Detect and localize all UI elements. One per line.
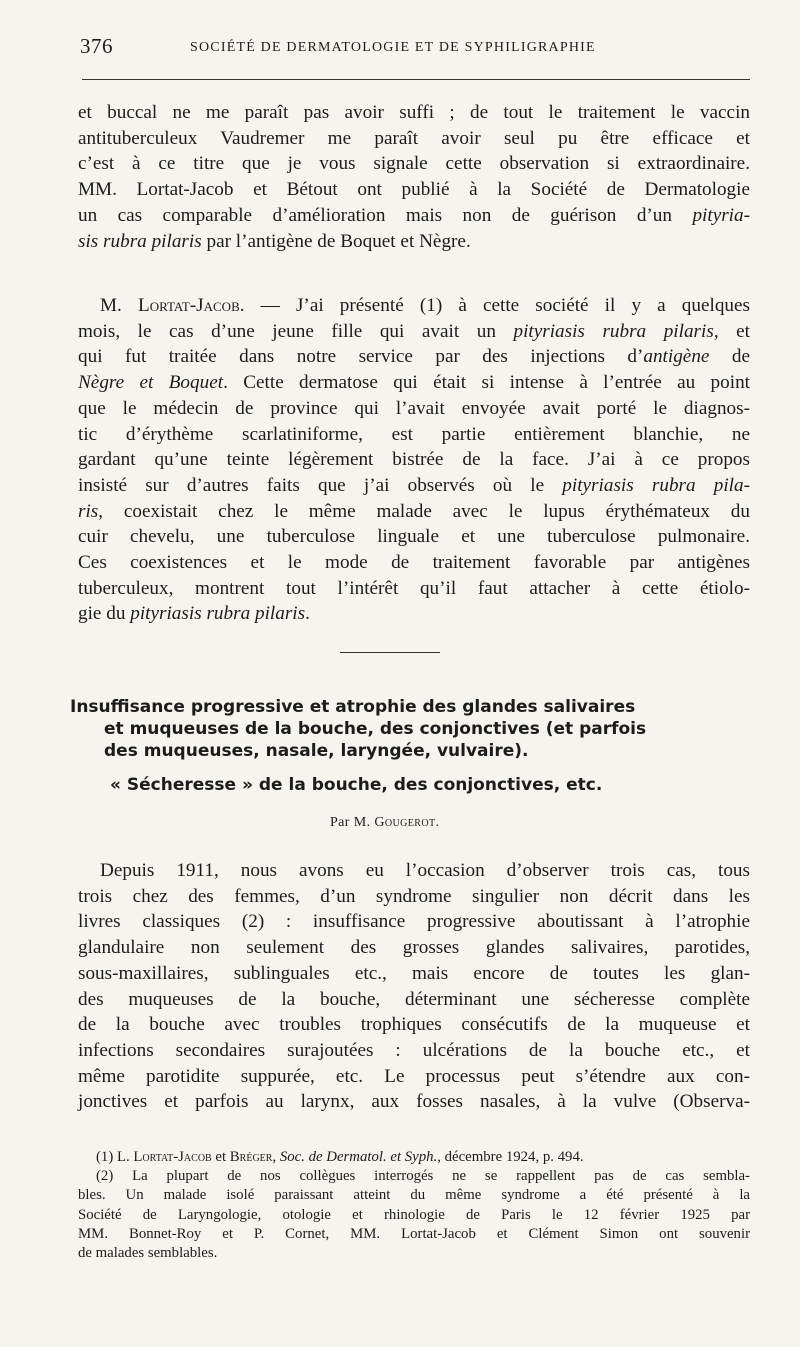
text-line: Nègre et Boquet. Cette dermatose qui était si intense à l’entrée au point: [78, 372, 750, 394]
speaker-name: M. Lortat-Jacob.: [100, 295, 245, 316]
footnote-2-line: MM. Bonnet-Roy et P. Cornet, MM. Lortat-Jacob et Clément Simon ont souvenir: [78, 1225, 750, 1242]
paragraph-continuation: [78, 100, 750, 254]
footnote-2-line: (2) La plupart de nos collègues interrogés ne se rappellent pas de cas sembla-: [96, 1168, 750, 1185]
text-line: sis rubra pilaris par l’antigène de Boquet et Nègre.: [78, 230, 471, 252]
text-line: livres classiques (2) : insuffisance progressive aboutissant à l’atrophie: [78, 911, 750, 933]
footnote-2-line: de malades semblables.: [78, 1245, 218, 1262]
footnote-1: (1) L. Lortat-Jacob et Bréger, Soc. de Dermatol. et Syph., décembre 1924, p. 494.: [96, 1149, 584, 1165]
text-line: et buccal ne me paraît pas avoir suffi ; de tout le traitement le vaccin: [78, 102, 750, 123]
title-line: Insuffisance progressive et atrophie des glandes salivaires: [70, 697, 636, 717]
byline: Par M. Gougerot.: [330, 815, 440, 830]
text-line: antituberculeux Vaudremer me paraît avoir seul pu être efficace et: [78, 127, 750, 149]
text-line: tic d’érythème scarlatiniforme, est partie entièrement blanchie, ne: [78, 423, 750, 445]
paragraph-lortat-jacob: [78, 293, 750, 627]
text-line: Depuis 1911, nous avons eu l’occasion d’observer trois cas, tous: [100, 860, 750, 881]
text-line: des muqueuses de la bouche, déterminant une sécheresse complète: [78, 988, 750, 1010]
footnote-2-line: Société de Laryngologie, otologie et rhinologie de Paris le 12 février 1925 par: [78, 1206, 750, 1223]
text-line: même parotidite suppurée, etc. Le processus peut s’étendre aux con-: [78, 1065, 750, 1087]
text-line: qui fut traitée dans notre service par des injections d’antigène de: [78, 346, 750, 368]
text-line: tuberculeux, montrent tout l’intérêt qu’il faut attacher à cette étiolo-: [78, 577, 750, 599]
text-line: que le médecin de province qui l’avait envoyée avait porté le diagnos-: [78, 397, 750, 419]
text-line: ris, coexistait chez le même malade avec le lupus érythémateux du: [78, 500, 750, 522]
text-line: trois chez des femmes, d’un syndrome singulier non décrit dans les: [78, 885, 750, 907]
title-line: des muqueuses, nasale, laryngée, vulvaire).: [104, 741, 529, 761]
text-line: infections secondaires surajoutées : ulcérations de la bouche etc., et: [78, 1039, 750, 1061]
author-name: Gougerot.: [374, 815, 440, 830]
text-line: de la bouche avec troubles trophiques consécutifs de la muqueuse et: [78, 1014, 750, 1036]
text-line: gie du pityriasis rubra pilaris.: [78, 603, 310, 625]
text-line: MM. Lortat-Jacob et Bétout ont publié à la Société de Dermatologie: [78, 179, 750, 201]
text-line: jonctives et parfois au larynx, aux fosses nasales, à la vulve (Observa-: [78, 1091, 750, 1113]
title-line: et muqueuses de la bouche, des conjonctives (et parfois: [104, 719, 647, 739]
header-rule: [82, 79, 750, 80]
text-line: insisté sur d’autres faits que j’ai observés où le pityriasis rubra pila-: [78, 474, 750, 496]
section-divider: [340, 652, 440, 653]
text-line: un cas comparable d’amélioration mais non de guérison d’un pityria-: [78, 204, 750, 226]
article-subtitle: « Sécheresse » de la bouche, des conjonctives, etc.: [110, 775, 603, 795]
paragraph-gougerot: [78, 858, 750, 1115]
text-line: mois, le cas d’une jeune fille qui avait un pityriasis rubra pilaris, et: [78, 320, 750, 342]
text-line: Ces coexistences et le mode de traitement favorable par antigènes: [78, 552, 750, 574]
footnote-2-line: bles. Un malade isolé paraissant atteint du même syndrome a été présenté à la: [78, 1187, 750, 1204]
text-line: gardant qu’une teinte légèrement bistrée de la face. J’ai à ce propos: [78, 449, 750, 471]
text-line: glandulaire non seulement des grosses glandes salivaires, parotides,: [78, 937, 750, 959]
text-line: c’est à ce titre que je vous signale cette observation si extraordinaire.: [78, 153, 750, 175]
article-title: [70, 696, 750, 762]
footnotes: [78, 1148, 750, 1263]
italic-term: sis rubra pilaris: [78, 230, 202, 252]
text-line: sous-maxillaires, sublinguales etc., mais encore de toutes les glan-: [78, 962, 750, 984]
page-number: 376: [80, 34, 113, 58]
italic-term: pityria-: [692, 204, 750, 226]
text-line: cuir chevelu, une tuberculose linguale et une tuberculose pulmonaire.: [78, 526, 750, 548]
page-header: [80, 30, 750, 70]
running-title: SOCIÉTÉ DE DERMATOLOGIE ET DE SYPHILIGRAPHIE: [190, 40, 596, 55]
text-line: M. Lortat-Jacob. — J’ai présenté (1) à cette société il y a quelques: [100, 295, 751, 316]
